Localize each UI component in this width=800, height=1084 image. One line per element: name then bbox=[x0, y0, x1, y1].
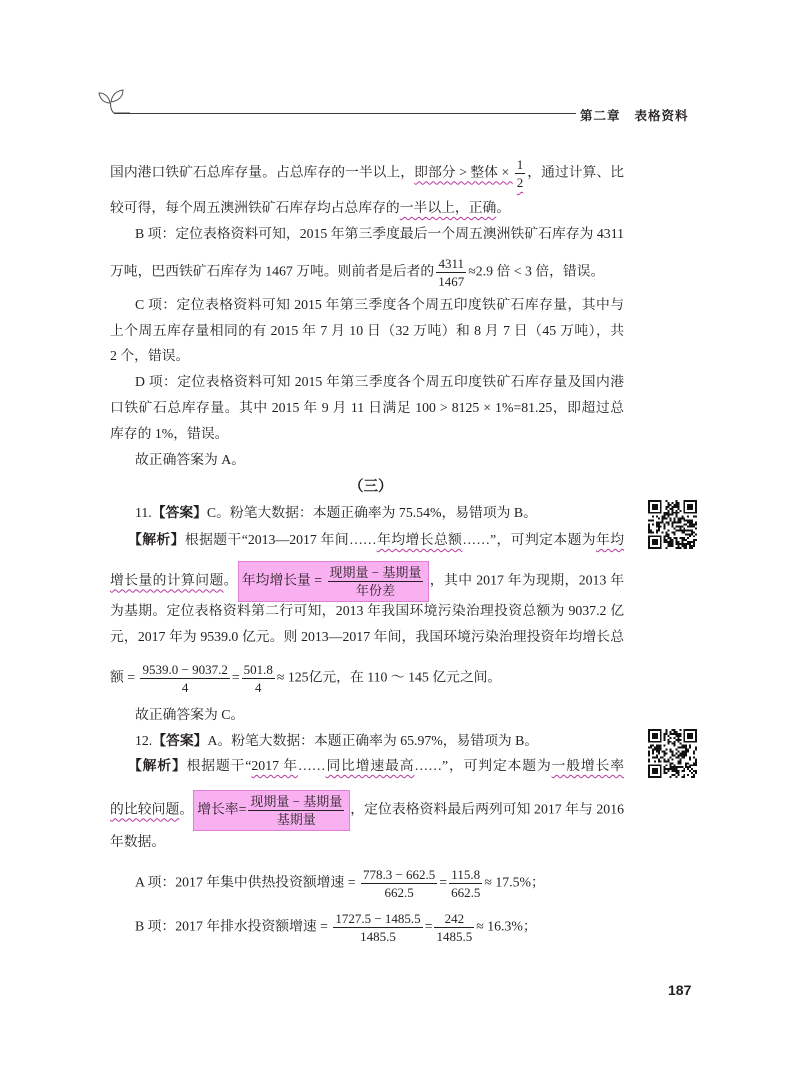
fraction-numerator: 501.8 bbox=[243, 662, 273, 677]
page-number: 187 bbox=[668, 982, 692, 998]
text-line bbox=[110, 561, 625, 598]
qr-code bbox=[648, 729, 697, 778]
question-number: 12. bbox=[135, 733, 153, 748]
fraction bbox=[449, 866, 482, 901]
fraction-denominator: 1467 bbox=[438, 274, 465, 289]
fraction bbox=[248, 793, 344, 828]
option-a-line bbox=[135, 866, 624, 900]
text-run: ，定位表格资料最后两列可知 2017 年与 2016 bbox=[350, 801, 625, 817]
text-line: 口铁矿石总库存量。其中 2015 年 9 月 11 日满足 100 > 8125 × 1%=81.25，即超过总 bbox=[110, 400, 624, 415]
option-b-line bbox=[135, 910, 624, 944]
text-run: 。 bbox=[496, 200, 511, 215]
text-run: 较可得，每个周五澳洲铁矿石库存均占总库存的 bbox=[110, 200, 400, 215]
formula-highlight bbox=[193, 790, 350, 831]
text-run: B 项：2017 年排水投资额增速 = bbox=[135, 918, 332, 934]
fraction-denominator: 4 bbox=[254, 680, 262, 695]
answer-text: A。粉笔大数据：本题正确率为 65.97%，易错项为 B。 bbox=[207, 733, 539, 748]
answer-conclusion: 故正确答案为 C。 bbox=[135, 707, 245, 722]
fraction bbox=[333, 910, 422, 945]
answer-label: 【答案】 bbox=[152, 733, 208, 748]
wavy-underlined-text: 的比较问题 bbox=[110, 801, 180, 817]
wavy-underlined-text: 即部分 > 整体 × bbox=[414, 164, 513, 180]
text-run: ≈ 125亿元，在 110 ～ 145 亿元之间。 bbox=[276, 669, 502, 685]
text-line bbox=[110, 156, 625, 190]
fraction-numerator: 115.8 bbox=[449, 866, 482, 884]
fraction-denominator: 年份差 bbox=[355, 583, 395, 598]
equals-sign: = bbox=[424, 918, 433, 934]
text-run: ≈ 16.3%； bbox=[476, 918, 537, 934]
q11-answer-line bbox=[135, 498, 624, 528]
wavy-underlined-text: 同比增速最高 bbox=[325, 758, 415, 773]
section-title: （三） bbox=[349, 479, 393, 495]
fraction bbox=[328, 564, 424, 599]
fraction-numerator: 4311 bbox=[436, 255, 466, 273]
fraction bbox=[140, 661, 229, 696]
analysis-label: 【解析】 bbox=[128, 758, 187, 773]
text-line: 上个周五库存量相同的有 2015 年 7 月 10 日（32 万吨）和 8 月 7 日（45 万吨），共 bbox=[110, 323, 624, 338]
text-line: 库存的 1%，错误。 bbox=[110, 426, 229, 441]
chapter-title: 表格资料 bbox=[634, 108, 689, 123]
qr-code bbox=[648, 500, 697, 549]
analysis-label: 【解析】 bbox=[128, 532, 185, 547]
fraction-numerator: 778.3 − 662.5 bbox=[362, 867, 436, 882]
text-line bbox=[128, 525, 624, 555]
text-run: ……”，可判定本题为 bbox=[462, 532, 597, 547]
text-run: 。 bbox=[223, 572, 238, 588]
option-c-line: C 项：定位表格资料可知 2015 年第三季度各个周五印度铁矿石库存量，其中与 bbox=[135, 297, 624, 312]
fraction-denominator: 1485.5 bbox=[360, 929, 396, 944]
fraction-denominator: 1485.5 bbox=[436, 929, 473, 944]
fraction bbox=[515, 156, 526, 191]
sprout-icon bbox=[98, 89, 130, 115]
fraction-denominator: 4 bbox=[181, 680, 189, 695]
answer-conclusion: 故正确答案为 A。 bbox=[135, 452, 245, 467]
header-rule bbox=[114, 113, 576, 114]
fraction-numerator: 9539.0 − 9037.2 bbox=[142, 662, 228, 677]
fraction bbox=[436, 255, 466, 290]
text-run: 国内港口铁矿石总库存量。占总库存的一半以上， bbox=[110, 164, 415, 180]
wavy-underlined-text: 2017 年 bbox=[251, 758, 298, 773]
text-line bbox=[110, 661, 624, 695]
answer-label: 【答案】 bbox=[151, 505, 207, 520]
fraction-denominator: 2 bbox=[516, 175, 524, 190]
text-run: ，通过计算、比 bbox=[527, 164, 625, 180]
text-line bbox=[110, 790, 625, 827]
wavy-underlined-text: 增长量的计算问题 bbox=[110, 572, 224, 588]
fraction-denominator: 662.5 bbox=[384, 885, 414, 900]
fraction-numerator: 242 bbox=[434, 910, 474, 928]
formula-lhs: 增长率= bbox=[197, 801, 247, 817]
text-run: …… bbox=[297, 758, 326, 773]
option-d-line: D 项：定位表格资料可知 2015 年第三季度各个周五印度铁矿石库存量及国内港 bbox=[135, 374, 624, 389]
equals-sign: = bbox=[231, 669, 240, 685]
chapter-heading bbox=[580, 106, 689, 126]
text-run: ≈ 17.5%； bbox=[484, 874, 545, 890]
text-run: A 项：2017 年集中供热投资额增速 = bbox=[135, 874, 359, 890]
fraction bbox=[242, 661, 275, 696]
option-b-line: B 项：定位表格资料可知，2015 年第三季度最后一个周五澳洲铁矿石库存为 4311 bbox=[135, 226, 624, 241]
text-run: 额 = bbox=[110, 669, 139, 685]
fraction-denominator: 662.5 bbox=[451, 885, 481, 900]
chapter-number: 第二章 bbox=[580, 108, 621, 123]
text-run: ……”，可判定本题为 bbox=[414, 758, 552, 773]
wavy-underlined-text: 一半以上，正确 bbox=[399, 200, 497, 215]
formula-lhs: 年均增长量 = bbox=[241, 572, 326, 588]
fraction bbox=[361, 866, 437, 901]
text-run: 根据题干“ bbox=[186, 758, 252, 773]
text-run: 根据题干“2013—2017 年间…… bbox=[184, 532, 377, 547]
text-run: ，其中 2017 年为现期，2013 年 bbox=[429, 572, 625, 588]
text-line bbox=[128, 751, 624, 781]
fraction-denominator: 基期量 bbox=[276, 812, 316, 827]
wavy-underlined-text: 年均 bbox=[596, 532, 625, 547]
question-number: 11. bbox=[135, 505, 152, 520]
fraction-numerator: 1727.5 − 1485.5 bbox=[335, 911, 421, 926]
text-run: 万吨，巴西铁矿石库存为 1467 万吨。则前者是后者的 bbox=[110, 263, 435, 279]
fraction-numerator: 现期量 − 基期量 bbox=[329, 565, 422, 580]
text-run: 。 bbox=[179, 801, 194, 817]
fraction bbox=[434, 910, 474, 945]
wavy-underlined-text: 一般增长率 bbox=[551, 758, 625, 773]
text-line bbox=[110, 255, 624, 289]
text-line: 元，2017 年为 9539.0 亿元。则 2013—2017 年间，我国环境污染治理投资年均增长总 bbox=[110, 629, 624, 644]
wavy-underlined-text: 年均增长总额 bbox=[376, 532, 463, 547]
text-line: 年数据。 bbox=[110, 834, 166, 849]
equals-sign: = bbox=[439, 874, 448, 890]
fraction-numerator: 1 bbox=[516, 157, 524, 172]
text-line: 为基期。定位表格资料第二行可知，2013 年我国环境污染治理投资总额为 9037.2 亿 bbox=[110, 603, 624, 618]
text-run: ≈2.9 倍 < 3 倍，错误。 bbox=[468, 263, 605, 279]
answer-text: C。粉笔大数据：本题正确率为 75.54%，易错项为 B。 bbox=[206, 505, 537, 520]
text-line: 2 个，错误。 bbox=[110, 348, 190, 363]
fraction-numerator: 现期量 − 基期量 bbox=[250, 794, 343, 809]
